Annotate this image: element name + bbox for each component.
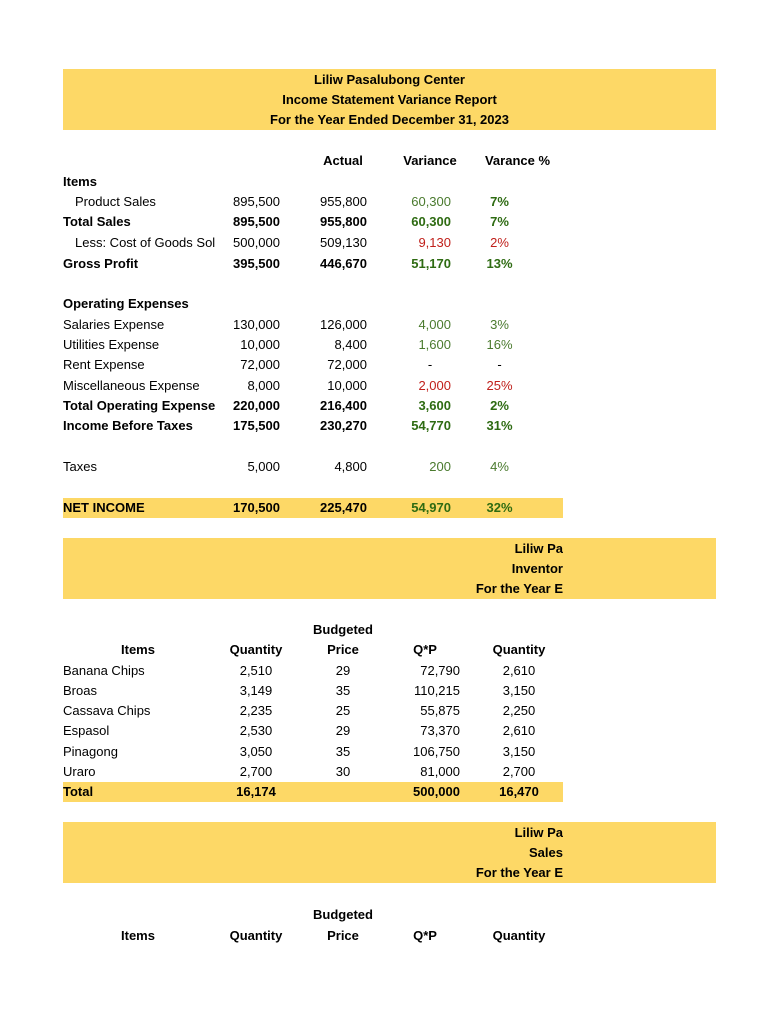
variance-pct-cell: 4%: [490, 459, 509, 474]
actual-cell: 10,000: [327, 378, 367, 393]
sales-report-period: For the Year E: [475, 865, 563, 880]
actual-cell: 126,000: [320, 317, 367, 332]
taxes-row: [0, 457, 768, 477]
price-cell: 29: [335, 723, 351, 738]
variance-pct-cell: 31%: [486, 418, 513, 433]
sales-header-top: [0, 905, 768, 925]
price-cell: 25: [335, 703, 351, 718]
item-cell: Broas: [63, 683, 97, 698]
row-label: Total Sales: [63, 214, 131, 229]
price-cell: 35: [335, 744, 351, 759]
variance-cell: 200: [429, 459, 451, 474]
quantity-cell: 3,050: [239, 744, 273, 759]
row-label: Utilities Expense: [63, 337, 160, 352]
header-budgeted: Budgeted: [313, 622, 373, 637]
row-label: Gross Profit: [63, 256, 139, 271]
inventory-column-headers: [0, 640, 768, 660]
quantity-2-cell: 2,610: [502, 663, 536, 678]
header-quantity: Quantity: [229, 642, 283, 657]
qp-cell: 73,370: [420, 723, 460, 738]
variance-cell: 60,300: [411, 214, 451, 229]
quantity-2-cell: 2,610: [502, 723, 536, 738]
budget-cell: 395,500: [233, 256, 280, 271]
header-items: Items: [121, 642, 155, 657]
budget-cell: 5,000: [247, 459, 280, 474]
quantity-cell: 2,510: [239, 663, 273, 678]
budget-cell: 895,500: [233, 194, 280, 209]
quantity-2-cell: 3,150: [502, 744, 536, 759]
qp-cell: 72,790: [420, 663, 460, 678]
qp-cell: 55,875: [420, 703, 460, 718]
header-qp: Q*P: [413, 928, 437, 943]
variance-cell: 2,000: [418, 378, 451, 393]
header-variance: Variance: [403, 153, 457, 168]
row-label: Rent Expense: [63, 357, 145, 372]
actual-cell: 216,400: [320, 398, 367, 413]
qp-cell: 106,750: [413, 744, 460, 759]
variance-pct-cell: -: [497, 357, 502, 372]
inventory-company-title: Liliw Pa: [514, 541, 563, 556]
sales-header-band: [63, 822, 716, 883]
actual-cell: 446,670: [320, 256, 367, 271]
variance-cell: 3,600: [418, 398, 451, 413]
report-period: For the Year Ended December 31, 2023: [270, 112, 509, 127]
budget-cell: 72,000: [240, 357, 280, 372]
company-title: Liliw Pasalubong Center: [314, 72, 465, 87]
price-cell: 30: [335, 764, 351, 779]
section-items: [0, 172, 768, 192]
table-row: [0, 376, 768, 396]
item-cell: Banana Chips: [63, 663, 145, 678]
sales-company-title: Liliw Pa: [514, 825, 563, 840]
table-row: [0, 335, 768, 355]
actual-cell: 225,470: [320, 500, 367, 515]
inventory-header-band: [63, 538, 716, 599]
qp-cell: 110,215: [413, 683, 460, 698]
section-opex-label: Operating Expenses: [63, 296, 189, 311]
price-cell: 35: [335, 683, 351, 698]
price-cell: 29: [335, 663, 351, 678]
table-row: [0, 254, 768, 274]
total-quantity: 16,174: [236, 784, 276, 799]
quantity-cell: 2,235: [239, 703, 273, 718]
total-label: Total: [63, 784, 94, 799]
inventory-total-row: [0, 782, 768, 802]
quantity-2-cell: 2,250: [502, 703, 536, 718]
row-label: Total Operating Expense: [63, 398, 216, 413]
header-price: Price: [327, 642, 359, 657]
actual-cell: 955,800: [320, 214, 367, 229]
variance-cell: -: [427, 357, 433, 372]
row-label: Miscellaneous Expense: [63, 378, 200, 393]
variance-pct-cell: 32%: [486, 500, 513, 515]
variance-pct-cell: 7%: [490, 214, 509, 229]
item-cell: Pinagong: [63, 744, 118, 759]
budget-cell: 130,000: [233, 317, 280, 332]
budget-cell: 500,000: [233, 235, 280, 250]
variance-pct-cell: 13%: [486, 256, 513, 271]
actual-cell: 8,400: [334, 337, 367, 352]
variance-pct-cell: 2%: [490, 398, 509, 413]
variance-pct-cell: 7%: [490, 194, 509, 209]
variance-cell: 1,600: [418, 337, 451, 352]
quantity-2-cell: 2,700: [502, 764, 536, 779]
variance-pct-cell: 2%: [490, 235, 509, 250]
actual-cell: 4,800: [334, 459, 367, 474]
header-price: Price: [327, 928, 359, 943]
actual-cell: 955,800: [320, 194, 367, 209]
table-row: [0, 192, 768, 212]
actual-cell: 509,130: [320, 235, 367, 250]
variance-pct-cell: 3%: [490, 317, 509, 332]
budget-cell: 220,000: [233, 398, 280, 413]
header-variance-pct: Varance %: [484, 153, 551, 168]
variance-pct-cell: 16%: [486, 337, 513, 352]
item-cell: Cassava Chips: [63, 703, 151, 718]
header-qp: Q*P: [413, 642, 437, 657]
header-quantity-2: Quantity: [492, 928, 546, 943]
variance-cell: 54,970: [411, 500, 451, 515]
sales-column-headers: [0, 926, 768, 946]
header-items: Items: [121, 928, 155, 943]
budget-cell: 170,500: [233, 500, 280, 515]
quantity-cell: 3,149: [239, 683, 273, 698]
variance-pct-cell: 25%: [486, 378, 513, 393]
budget-cell: 175,500: [233, 418, 280, 433]
header-quantity: Quantity: [229, 928, 283, 943]
table-row: [0, 762, 768, 782]
table-row: [0, 233, 768, 253]
variance-cell: 54,770: [411, 418, 451, 433]
inventory-report-period: For the Year E: [475, 581, 563, 596]
report-title: Income Statement Variance Report: [282, 92, 497, 107]
variance-cell: 4,000: [418, 317, 451, 332]
row-label: NET INCOME: [63, 500, 145, 515]
budget-cell: 10,000: [240, 337, 280, 352]
income-column-headers: [0, 151, 768, 171]
row-label: Salaries Expense: [63, 317, 165, 332]
total-quantity-2: 16,470: [499, 784, 539, 799]
row-label: Taxes: [63, 459, 97, 474]
table-row: [0, 416, 768, 436]
table-row: [0, 742, 768, 762]
actual-cell: 230,270: [320, 418, 367, 433]
sales-report-title: Sales: [529, 845, 563, 860]
table-row: [0, 212, 768, 232]
table-row: [0, 661, 768, 681]
table-row: [0, 396, 768, 416]
budget-cell: 8,000: [247, 378, 280, 393]
net-income-row: [0, 498, 768, 518]
row-label: Product Sales: [75, 194, 156, 209]
inventory-header-top: [0, 620, 768, 640]
total-qp: 500,000: [413, 784, 460, 799]
table-row: [0, 701, 768, 721]
table-row: [0, 681, 768, 701]
header-budgeted: Budgeted: [313, 907, 373, 922]
quantity-2-cell: 3,150: [502, 683, 536, 698]
variance-cell: 51,170: [411, 256, 451, 271]
item-cell: Espasol: [63, 723, 110, 738]
quantity-cell: 2,530: [239, 723, 273, 738]
row-label: Income Before Taxes: [63, 418, 193, 433]
variance-cell: 9,130: [418, 235, 451, 250]
section-items-label: Items: [63, 174, 97, 189]
section-opex: [0, 294, 768, 314]
table-row: [0, 721, 768, 741]
item-cell: Uraro: [63, 764, 96, 779]
table-row: [0, 315, 768, 335]
qp-cell: 81,000: [420, 764, 460, 779]
actual-cell: 72,000: [327, 357, 367, 372]
row-label: Less: Cost of Goods Sol: [75, 235, 216, 250]
inventory-report-title: Inventor: [511, 561, 563, 576]
budget-cell: 895,500: [233, 214, 280, 229]
table-row: [0, 355, 768, 375]
quantity-cell: 2,700: [239, 764, 273, 779]
header-actual: Actual: [323, 153, 363, 168]
variance-cell: 60,300: [411, 194, 451, 209]
header-quantity-2: Quantity: [492, 642, 546, 657]
